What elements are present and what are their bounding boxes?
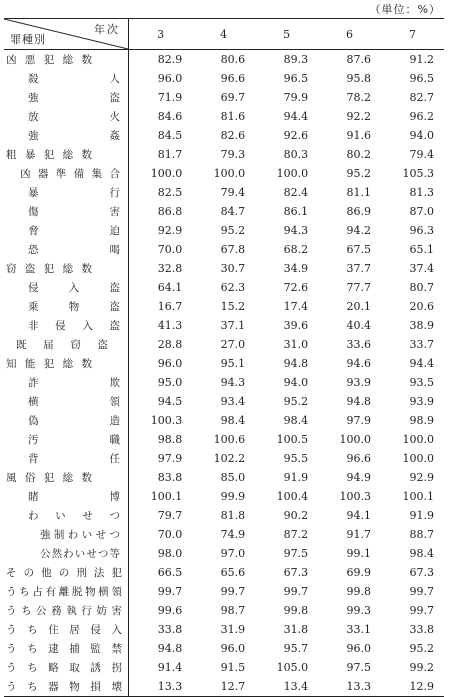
value-cell: 67.8 <box>220 243 246 256</box>
value-cell: 96.0 <box>346 642 372 655</box>
row-label: うち占有離脱物横領 <box>6 586 122 598</box>
table-row <box>4 88 444 107</box>
year-header: 6 <box>318 19 381 50</box>
row-label: うち器物損壊 <box>6 681 122 693</box>
table-row <box>4 259 444 278</box>
value-cell: 81.8 <box>220 509 246 522</box>
row-label: うち逮捕監禁 <box>6 643 122 655</box>
crime-rate-table <box>4 18 444 697</box>
value-cell: 91.5 <box>220 661 246 674</box>
unit-note: （単位：%） <box>369 3 441 16</box>
row-label-cell <box>4 544 129 563</box>
category-label: 罪種別 <box>10 33 46 46</box>
row-label-cell <box>4 373 129 392</box>
value-cell: 102.2 <box>213 452 246 465</box>
year-label: 年次 <box>94 23 120 36</box>
value-cell: 96.6 <box>346 452 372 465</box>
value-cell: 38.9 <box>409 319 434 332</box>
table-row <box>4 525 444 544</box>
value-cell: 93.4 <box>220 395 246 408</box>
value-cell: 94.5 <box>157 395 183 408</box>
row-label-cell <box>4 354 129 373</box>
value-cell: 99.6 <box>157 604 183 617</box>
value-cell: 33.1 <box>346 623 372 636</box>
value-cell: 105.3 <box>402 167 434 180</box>
table-row <box>4 601 444 620</box>
value-cell: 100.0 <box>150 167 183 180</box>
value-cell: 13.4 <box>255 677 318 697</box>
table-row <box>4 544 444 563</box>
value-cell: 80.6 <box>220 53 246 66</box>
value-cell: 96.3 <box>409 224 434 237</box>
table-row <box>4 563 444 582</box>
value-cell: 31.0 <box>283 338 309 351</box>
value-cell: 99.7 <box>283 585 309 598</box>
value-cell: 90.2 <box>283 509 309 522</box>
row-label: うち住居侵入 <box>6 624 122 636</box>
value-cell: 99.8 <box>283 604 309 617</box>
row-label-cell <box>4 202 129 221</box>
value-cell: 99.2 <box>409 661 434 674</box>
value-cell: 100.0 <box>213 167 246 180</box>
value-cell: 98.0 <box>157 547 183 560</box>
row-label: 汚職 <box>28 434 120 446</box>
value-cell: 80.7 <box>409 281 434 294</box>
value-cell: 70.0 <box>157 528 183 541</box>
value-cell: 74.9 <box>220 528 246 541</box>
value-cell: 84.7 <box>220 205 246 218</box>
value-cell: 20.6 <box>409 300 434 313</box>
value-cell: 98.4 <box>220 414 246 427</box>
value-cell: 72.6 <box>283 281 309 294</box>
row-label: 粗 暴 犯 総 数 <box>6 149 92 161</box>
row-label-cell <box>4 221 129 240</box>
value-cell: 94.9 <box>346 471 372 484</box>
value-cell: 98.4 <box>409 547 434 560</box>
value-cell: 94.8 <box>283 357 309 370</box>
value-cell: 69.9 <box>346 566 372 579</box>
row-label: 強姦 <box>28 130 120 142</box>
value-cell: 67.3 <box>409 566 434 579</box>
row-label-cell <box>4 620 129 639</box>
value-cell: 12.9 <box>381 677 444 697</box>
value-cell: 96.5 <box>283 72 309 85</box>
row-label-cell <box>4 335 129 354</box>
value-cell: 84.5 <box>157 129 183 142</box>
row-label: うち略取誘拐 <box>6 662 122 674</box>
row-label-cell <box>4 582 129 601</box>
value-cell: 20.1 <box>346 300 372 313</box>
row-label: 侵入盗 <box>28 282 120 294</box>
value-cell: 30.7 <box>220 262 246 275</box>
row-label: 風 俗 犯 総 数 <box>6 472 92 484</box>
value-cell: 95.2 <box>283 395 309 408</box>
value-cell: 17.4 <box>283 300 309 313</box>
row-label-cell <box>4 69 129 88</box>
table-row <box>4 316 444 335</box>
value-cell: 13.3 <box>318 677 381 697</box>
value-cell: 92.9 <box>157 224 183 237</box>
value-cell: 31.9 <box>220 623 246 636</box>
value-cell: 66.5 <box>157 566 183 579</box>
value-cell: 37.1 <box>220 319 246 332</box>
row-label-cell <box>4 411 129 430</box>
value-cell: 96.5 <box>409 72 434 85</box>
value-cell: 86.1 <box>283 205 309 218</box>
value-cell: 81.6 <box>220 110 246 123</box>
table-row <box>4 468 444 487</box>
table-row <box>4 69 444 88</box>
value-cell: 92.2 <box>346 110 372 123</box>
value-cell: 99.8 <box>346 585 372 598</box>
value-cell: 93.5 <box>409 376 434 389</box>
value-cell: 84.6 <box>157 110 183 123</box>
value-cell: 12.7 <box>192 677 255 697</box>
value-cell: 96.0 <box>157 357 183 370</box>
value-cell: 80.3 <box>283 148 309 161</box>
table-row <box>4 354 444 373</box>
value-cell: 31.8 <box>283 623 309 636</box>
value-cell: 100.0 <box>402 452 434 465</box>
value-cell: 33.7 <box>409 338 434 351</box>
row-label-cell <box>4 563 129 582</box>
value-cell: 95.2 <box>220 224 246 237</box>
value-cell: 82.5 <box>157 186 183 199</box>
value-cell: 41.3 <box>157 319 183 332</box>
row-label: 傷害 <box>28 206 120 218</box>
value-cell: 97.5 <box>283 547 309 560</box>
row-label: 恐喝 <box>28 244 120 256</box>
value-cell: 98.9 <box>409 414 434 427</box>
row-label-cell <box>4 639 129 658</box>
value-cell: 96.6 <box>220 72 246 85</box>
row-label: その他の刑法犯 <box>6 567 122 579</box>
value-cell: 96.0 <box>220 642 246 655</box>
value-cell: 64.1 <box>157 281 183 294</box>
table-row <box>4 107 444 126</box>
value-cell: 98.7 <box>220 604 246 617</box>
value-cell: 86.8 <box>157 205 183 218</box>
value-cell: 71.9 <box>157 91 183 104</box>
table-body <box>4 50 444 697</box>
value-cell: 93.9 <box>409 395 434 408</box>
row-label-cell <box>4 506 129 525</box>
table-row <box>4 278 444 297</box>
row-label-cell <box>4 50 129 70</box>
value-cell: 94.4 <box>409 357 434 370</box>
row-label-cell <box>4 601 129 620</box>
value-cell: 33.8 <box>409 623 434 636</box>
value-cell: 79.3 <box>220 148 246 161</box>
table-row <box>4 639 444 658</box>
table-row <box>4 620 444 639</box>
value-cell: 67.5 <box>346 243 372 256</box>
table-row <box>4 145 444 164</box>
value-cell: 100.5 <box>276 433 309 446</box>
value-cell: 80.2 <box>346 148 372 161</box>
value-cell: 94.6 <box>346 357 372 370</box>
value-cell: 87.0 <box>409 205 434 218</box>
header-row <box>4 19 444 50</box>
value-cell: 95.2 <box>409 642 434 655</box>
value-cell: 95.7 <box>283 642 309 655</box>
value-cell: 91.2 <box>409 53 434 66</box>
value-cell: 91.7 <box>346 528 372 541</box>
row-label-cell <box>4 525 129 544</box>
row-label-cell <box>4 126 129 145</box>
value-cell: 85.0 <box>220 471 246 484</box>
corner-header <box>4 19 129 50</box>
value-cell: 97.9 <box>346 414 372 427</box>
value-cell: 65.1 <box>409 243 434 256</box>
value-cell: 79.4 <box>409 148 434 161</box>
value-cell: 95.5 <box>283 452 309 465</box>
value-cell: 95.8 <box>346 72 372 85</box>
value-cell: 81.3 <box>409 186 434 199</box>
value-cell: 37.4 <box>409 262 434 275</box>
year-header: 4 <box>192 19 255 50</box>
value-cell: 94.2 <box>346 224 372 237</box>
table-row <box>4 240 444 259</box>
value-cell: 81.7 <box>157 148 183 161</box>
row-label: 公然わいせつ等 <box>40 548 120 560</box>
value-cell: 70.0 <box>157 243 183 256</box>
year-header: 3 <box>129 19 193 50</box>
value-cell: 94.0 <box>283 376 309 389</box>
table-row <box>4 221 444 240</box>
row-label: 殺人 <box>28 73 120 85</box>
value-cell: 16.7 <box>157 300 183 313</box>
row-label-cell <box>4 468 129 487</box>
value-cell: 82.7 <box>409 91 434 104</box>
row-label-cell <box>4 658 129 677</box>
value-cell: 78.2 <box>346 91 372 104</box>
table-row <box>4 582 444 601</box>
value-cell: 37.7 <box>346 262 372 275</box>
value-cell: 100.0 <box>276 167 309 180</box>
value-cell: 62.3 <box>220 281 246 294</box>
value-cell: 94.4 <box>283 110 309 123</box>
row-label-cell <box>4 677 129 697</box>
value-cell: 95.1 <box>220 357 246 370</box>
row-label: 脅迫 <box>28 225 120 237</box>
row-label-cell <box>4 240 129 259</box>
row-label: 強制わいせつ <box>40 529 120 541</box>
value-cell: 77.7 <box>346 281 372 294</box>
row-label: 非侵入盗 <box>28 320 120 332</box>
row-label-cell <box>4 259 129 278</box>
value-cell: 91.6 <box>346 129 372 142</box>
row-label: 賭博 <box>28 491 120 503</box>
row-label-cell <box>4 145 129 164</box>
row-label: 強盗 <box>28 92 120 104</box>
value-cell: 95.2 <box>346 167 372 180</box>
value-cell: 82.6 <box>220 129 246 142</box>
value-cell: 100.1 <box>150 490 183 503</box>
row-label: わいせつ <box>28 510 120 522</box>
row-label-cell <box>4 449 129 468</box>
value-cell: 40.4 <box>346 319 372 332</box>
table-row <box>4 373 444 392</box>
value-cell: 82.9 <box>157 53 183 66</box>
value-cell: 28.8 <box>157 338 183 351</box>
row-label-cell <box>4 88 129 107</box>
value-cell: 83.8 <box>157 471 183 484</box>
table-row <box>4 126 444 145</box>
value-cell: 97.0 <box>220 547 246 560</box>
value-cell: 92.6 <box>283 129 309 142</box>
value-cell: 81.1 <box>346 186 372 199</box>
table-row <box>4 411 444 430</box>
value-cell: 98.4 <box>283 414 309 427</box>
table-row <box>4 183 444 202</box>
value-cell: 94.8 <box>157 642 183 655</box>
value-cell: 65.6 <box>220 566 246 579</box>
table-row <box>4 430 444 449</box>
value-cell: 99.3 <box>346 604 372 617</box>
table-row <box>4 50 444 70</box>
value-cell: 34.9 <box>283 262 309 275</box>
value-cell: 100.0 <box>339 433 372 446</box>
value-cell: 94.1 <box>346 509 372 522</box>
value-cell: 79.7 <box>157 509 183 522</box>
value-cell: 94.3 <box>220 376 246 389</box>
value-cell: 67.3 <box>283 566 309 579</box>
row-label-cell <box>4 164 129 183</box>
value-cell: 69.7 <box>220 91 246 104</box>
value-cell: 93.9 <box>346 376 372 389</box>
value-cell: 33.6 <box>346 338 372 351</box>
value-cell: 96.2 <box>409 110 434 123</box>
value-cell: 95.0 <box>157 376 183 389</box>
row-label: 放火 <box>28 111 120 123</box>
row-label-cell <box>4 183 129 202</box>
value-cell: 15.2 <box>220 300 246 313</box>
value-cell: 96.0 <box>157 72 183 85</box>
value-cell: 94.3 <box>283 224 309 237</box>
table-row <box>4 297 444 316</box>
row-label: 既届窃盗 <box>16 339 108 351</box>
value-cell: 99.9 <box>220 490 246 503</box>
value-cell: 92.9 <box>409 471 434 484</box>
value-cell: 88.7 <box>409 528 434 541</box>
table-row <box>4 449 444 468</box>
value-cell: 33.8 <box>157 623 183 636</box>
row-label: うち公務執行妨害 <box>6 605 122 617</box>
value-cell: 97.5 <box>346 661 372 674</box>
value-cell: 87.2 <box>283 528 309 541</box>
value-cell: 68.2 <box>283 243 309 256</box>
row-label: 暴行 <box>28 187 120 199</box>
value-cell: 86.9 <box>346 205 372 218</box>
value-cell: 79.4 <box>220 186 246 199</box>
value-cell: 91.9 <box>283 471 309 484</box>
value-cell: 94.8 <box>346 395 372 408</box>
value-cell: 82.4 <box>283 186 309 199</box>
value-cell: 98.8 <box>157 433 183 446</box>
value-cell: 100.3 <box>150 414 183 427</box>
table-row <box>4 392 444 411</box>
value-cell: 100.4 <box>276 490 309 503</box>
value-cell: 27.0 <box>220 338 246 351</box>
row-label-cell <box>4 487 129 506</box>
value-cell: 91.9 <box>409 509 434 522</box>
value-cell: 99.7 <box>409 604 434 617</box>
table-row <box>4 164 444 183</box>
year-header: 5 <box>255 19 318 50</box>
value-cell: 79.9 <box>283 91 309 104</box>
value-cell: 87.6 <box>346 53 372 66</box>
value-cell: 105.0 <box>276 661 309 674</box>
row-label: 偽造 <box>28 415 120 427</box>
row-label-cell <box>4 430 129 449</box>
value-cell: 100.6 <box>213 433 246 446</box>
table-row <box>4 202 444 221</box>
row-label-cell <box>4 316 129 335</box>
row-label-cell <box>4 278 129 297</box>
table-row <box>4 335 444 354</box>
row-label: 背任 <box>28 453 120 465</box>
value-cell: 13.3 <box>129 677 193 697</box>
value-cell: 100.3 <box>339 490 372 503</box>
row-label: 横領 <box>28 396 120 408</box>
table-row <box>4 487 444 506</box>
value-cell: 89.3 <box>283 53 309 66</box>
value-cell: 99.7 <box>409 585 434 598</box>
row-label: 乗物盗 <box>28 301 120 313</box>
table-row <box>4 658 444 677</box>
year-header: 7 <box>381 19 444 50</box>
value-cell: 39.6 <box>283 319 309 332</box>
row-label: 凶器準備集合 <box>20 168 120 180</box>
value-cell: 99.7 <box>157 585 183 598</box>
row-label-cell <box>4 107 129 126</box>
value-cell: 100.0 <box>402 433 434 446</box>
value-cell: 32.8 <box>157 262 183 275</box>
table-row <box>4 677 444 697</box>
value-cell: 99.7 <box>220 585 246 598</box>
row-label-cell <box>4 392 129 411</box>
row-label: 窃 盗 犯 総 数 <box>6 263 92 275</box>
value-cell: 91.4 <box>157 661 183 674</box>
value-cell: 100.1 <box>402 490 434 503</box>
row-label: 詐欺 <box>28 377 120 389</box>
value-cell: 94.0 <box>409 129 434 142</box>
row-label-cell <box>4 297 129 316</box>
row-label: 知 能 犯 総 数 <box>6 358 92 370</box>
row-label: 凶 悪 犯 総 数 <box>6 54 92 66</box>
table-row <box>4 506 444 525</box>
value-cell: 99.1 <box>346 547 372 560</box>
value-cell: 97.9 <box>157 452 183 465</box>
